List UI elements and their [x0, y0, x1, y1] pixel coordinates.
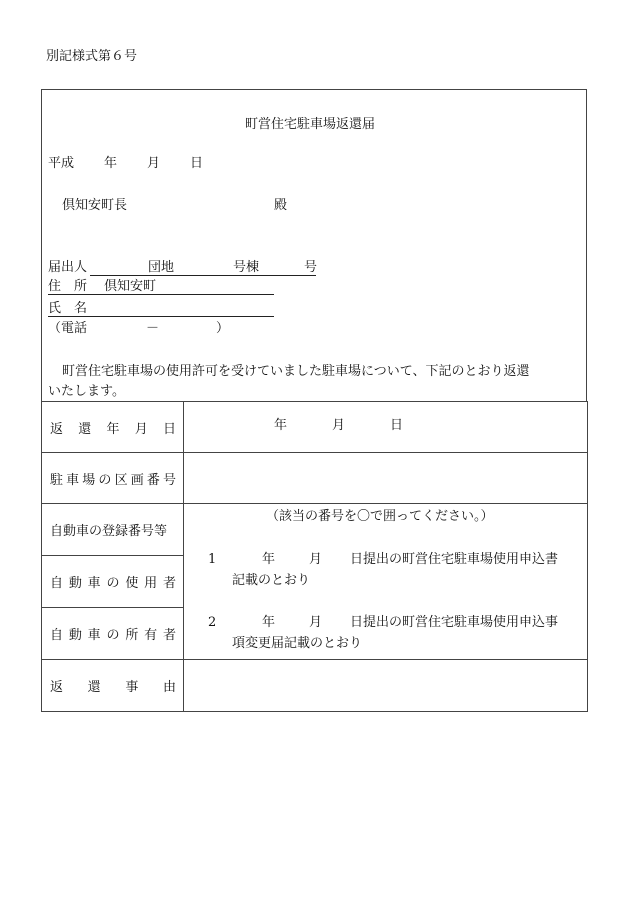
- table-row-registration: [42, 504, 588, 556]
- date-day: 日: [190, 156, 204, 171]
- option-2-number: 2: [208, 615, 217, 630]
- phone-open: （電話: [48, 321, 88, 336]
- option-1-number: 1: [208, 552, 217, 567]
- table-row-return-date: [42, 402, 588, 453]
- option-2-year: 年: [262, 615, 276, 630]
- vehicle-owner-label: 自 動 車 の 所 有 者: [42, 608, 184, 660]
- option-2-cont: 項変更届記載のとおり: [232, 636, 363, 651]
- phone-dash: －: [146, 321, 160, 336]
- applicant-label: 届出人: [48, 260, 88, 275]
- form-title: 町営住宅駐車場返還届: [245, 117, 376, 132]
- return-reason-label: 返 還 事 由: [42, 660, 184, 712]
- option-2-month: 月: [309, 615, 323, 630]
- option-1-text: 日提出の町営住宅駐車場使用申込書: [350, 552, 559, 567]
- lot-number-value[interactable]: [184, 453, 588, 504]
- return-date-label: 返 還 年 月 日: [42, 402, 184, 453]
- table-row-lot-number: [42, 453, 588, 504]
- vehicle-info-cell[interactable]: [184, 504, 588, 660]
- return-reason-value[interactable]: [184, 660, 588, 712]
- return-date-value[interactable]: [184, 402, 588, 453]
- return-month: 月: [332, 418, 346, 433]
- option-2-text: 日提出の町営住宅駐車場使用申込事: [350, 615, 559, 630]
- date-year: 年: [104, 156, 118, 171]
- option-1-year: 年: [262, 552, 276, 567]
- instruction-text: （該当の番号を〇で囲ってください。）: [266, 509, 494, 524]
- option-1-cont: 記載のとおり: [232, 573, 311, 588]
- address-underline: [48, 294, 274, 295]
- form-frame: [41, 89, 587, 401]
- applicant-underline: [90, 275, 316, 276]
- statement-line1: 町営住宅駐車場の使用許可を受けていました駐車場について、下記のとおり返還: [62, 364, 530, 379]
- date-era: 平成: [48, 156, 75, 171]
- return-details-table: [41, 401, 588, 712]
- phone-close: ）: [216, 321, 230, 336]
- goto-label: 号棟: [233, 260, 260, 275]
- addressee-name: 倶知安町長: [62, 198, 128, 213]
- return-year: 年: [274, 418, 288, 433]
- date-month: 月: [147, 156, 161, 171]
- option-1-month: 月: [309, 552, 323, 567]
- go-label: 号: [304, 260, 318, 275]
- addressee-honorific: 殿: [274, 198, 288, 213]
- address-label: 住 所: [48, 279, 88, 294]
- vehicle-user-label: 自 動 車 の 使 用 者: [42, 556, 184, 608]
- registration-label: 自動車の登録番号等: [42, 504, 184, 556]
- address-value: 倶知安町: [104, 279, 157, 294]
- table-row-reason: [42, 660, 588, 712]
- form-number: 別記様式第６号: [46, 49, 138, 64]
- danchi-label: 団地: [148, 260, 175, 275]
- name-underline: [48, 316, 274, 317]
- lot-number-label: 駐 車 場 の 区 画 番 号: [42, 453, 184, 504]
- name-label: 氏 名: [48, 301, 88, 316]
- return-day: 日: [390, 418, 404, 433]
- statement-line2: いたします。: [48, 384, 125, 399]
